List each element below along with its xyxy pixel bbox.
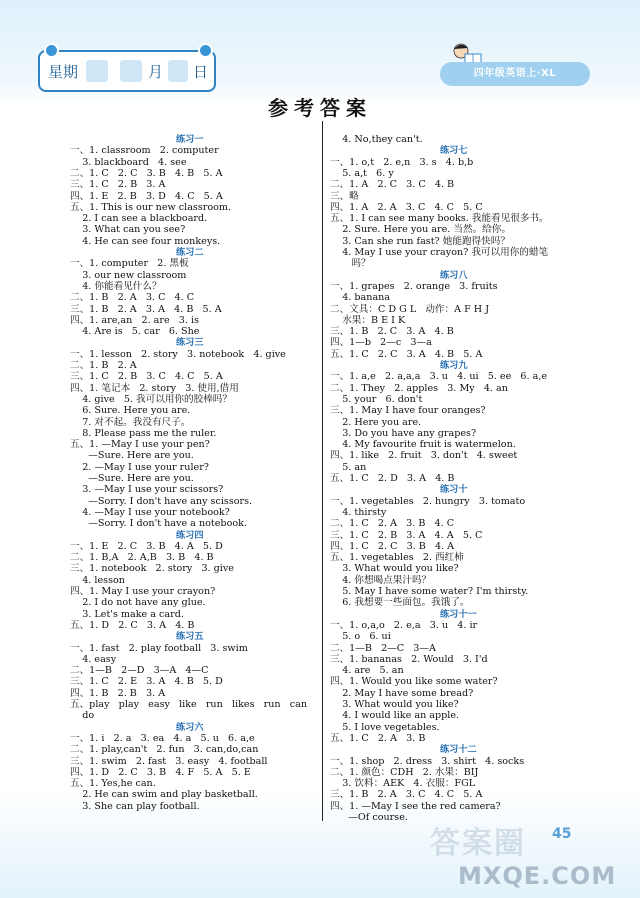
answer-line: 五、1. vegetables 2. 西红柿 [330,552,464,564]
answer-line: 2. —May I use your ruler? [70,461,209,473]
answer-line: 五、1. C 2. D 3. A 4. B [330,473,455,484]
answer-line: 二、1. A 2. C 3. C 4. B [330,179,455,191]
answer-line: 二、1—B 2—C 3—A [330,642,436,654]
watermark-url: MXQE.COM [458,862,617,890]
week-label: 星期 [48,63,79,81]
answer-line: 3. our new classroom [70,269,187,281]
answer-line: 五、1. Yes,he can. [70,778,156,790]
answer-line: —Of course. [330,812,408,823]
answer-line: 三、1. C 2. E 3. A 4. B 5. D [70,676,223,688]
answer-line: 4. I would like an apple. [330,710,460,722]
answer-line: 四、1. May I use your crayon? [70,586,216,597]
answer-line: 四、1. 笔记本 2. story 3. 使用,借用 [70,382,239,394]
answer-line: 四、1. C 2. C 3. B 4. A [330,540,455,552]
answer-line: 6. 我想要一些面包。我饿了。 [330,597,470,609]
answer-line: 5. a,t 6. y [330,167,394,179]
exercise-heading: 练习八 [440,269,468,281]
answer-line: 4. banana [330,292,391,304]
answer-line: 四、1. E 2. B 3. D 4. C 5. A [70,190,223,202]
answer-line: 3. What can you see? [70,224,186,236]
exercise-heading: 练习二 [176,247,204,258]
answer-line: 二、1—B 2—D 3—A 4—C [70,665,209,677]
answer-line: 5. your 6. don't [330,393,423,405]
answer-line: 二、1. C 2. C 3. B 4. B 5. A [70,167,223,179]
answer-line: 一、1. a,e 2. a,a,a 3. u 4. ui 5. ee 6. a,e [330,371,548,383]
answer-line: 一、1. grapes 2. orange 3. fruits [330,280,498,292]
day-label: 日 [193,63,209,81]
answer-line: 4. lesson [70,574,125,586]
answer-line: 4. are 5. an [330,665,404,677]
answer-line: 一、1. shop 2. dress 3. shirt 4. socks [330,755,525,767]
answer-line: 五、1. C 2. A 3. B [330,732,426,744]
exercise-heading: 练习五 [176,631,204,643]
answer-line: 4. My favourite fruit is watermelon. [330,439,516,451]
answer-line: 一、1. computer 2. 黑板 [70,258,189,270]
answer-line: 二、1. play,can't 2. fun 3. can,do,can [70,744,259,756]
exercise-heading: 练习一 [176,134,204,145]
exercise-heading: 练习六 [176,721,204,733]
answer-line: 三、1. May I have four oranges? [330,405,486,417]
answer-line: —Sorry. I don't have a notebook. [70,518,247,530]
answer-line: 三、1. bananas 2. Would 3. I'd [330,653,488,665]
month-label: 月 [148,63,164,81]
answer-line: 三、略 [330,190,359,202]
answer-line: 一、1. o,t 2. e,n 3. s 4. b,b [330,156,474,168]
answer-line: 四、1. like 2. fruit 3. don't 4. sweet [330,450,518,462]
page-title: 参考答案 [268,96,372,120]
answer-line: 3. She can play football. [70,800,200,812]
grade-badge: 四年级英语上·XL [440,62,590,86]
answer-line: 二、1. B 2. A [70,360,137,371]
answer-line: 三、1. notebook 2. story 3. give [70,563,234,575]
answer-line: 4. He can see four monkeys. [70,235,221,247]
answer-line: 三、1. C 2. B 3. A [70,179,166,191]
answer-line: 3. Can she run fast? 她能跑得快吗？ [330,235,510,247]
exercise-heading: 练习九 [440,360,468,371]
answer-line: 一、1. o,a,o 2. e,a 3. u 4. ir [330,619,478,631]
answer-line: 2. May I have some bread? [330,687,474,699]
answer-line: 4. 你想喝点果汁吗？ [330,574,432,586]
answer-line: 二、1. B 2. A 3. C 4. C [70,292,195,304]
answer-line: 5. an [330,461,367,473]
watermark-logo: 答案圈 [430,826,526,861]
answer-line: 3. Let's make a card. [70,608,184,620]
pin-icon [44,43,59,58]
answer-line: 一、1. i 2. a 3. ea 4. a 5. u 6. a,e [70,732,255,744]
week-blank [86,60,108,82]
answer-line: 二、1. B,A 2. A,B 3. B 4. B [70,552,214,564]
answer-line: —Sure. Here are you. [70,473,194,484]
answer-line: 4. thirsty [330,506,387,518]
column-divider [322,121,323,821]
answer-line: 一、1. classroom 2. computer [70,145,219,157]
exercise-heading: 练习十 [440,484,468,496]
answer-line: 三、1. B 2. A 3. A 4. B 5. A [70,303,222,315]
answer-line: 2. Here you are. [330,416,422,428]
answer-line: 4. No,they can't. [330,134,423,145]
answer-line: 四、1. B 2. B 3. A [70,687,166,699]
answer-line: 四、1. D 2. C 3. B 4. F 5. A 5. E [70,766,251,778]
answer-line: 3. What would you like? [330,699,459,710]
answer-line: 五、1. This is our new classroom. [70,201,232,213]
answer-line: 三、1. C 2. B 3. C 4. C 5. A [70,371,223,383]
answer-line: 3. Do you have any grapes? [330,427,477,439]
exercise-heading: 练习十二 [440,744,477,756]
answer-line: 2. I do not have any glue. [70,597,206,609]
answer-line: —Sure. Here are you. [70,450,194,462]
answer-line: 3. —May I use your scissors? [70,484,224,496]
answer-line: 四、1. —May I see the red camera? [330,800,501,812]
answer-line: 3. 饮料：AEK 4. 衣服：FGL [330,778,476,790]
answer-line: 一、1. vegetables 2. hungry 3. tomato [330,495,526,507]
date-box [38,50,216,92]
answer-line: 8. Please pass me the ruler. [70,427,217,439]
answer-line: 一、1. fast 2. play football 3. swim [70,642,248,654]
month-blank [120,60,142,82]
answer-line: 4. Are is 5. car 6. She [70,326,200,338]
answer-line: 二、1. They 2. apples 3. My 4. an [330,382,508,394]
answer-line: 一、1. lesson 2. story 3. notebook 4. give [70,348,286,360]
answer-line: 五、1. I can see many books. 我能看见很多书。 [330,213,549,225]
answer-line: 三、1. B 2. A 3. C 4. C 5. A [330,789,483,801]
answer-line: 吗？ [330,258,371,270]
answer-line: 6. Sure. Here you are. [70,405,191,417]
exercise-heading: 练习七 [440,145,468,157]
answer-line: 4. May I use your crayon? 我可以用你的蜡笔 [330,247,549,258]
answer-line: 4. easy [70,653,117,665]
answer-line: 四、1. Would you like some water? [330,676,498,688]
page-number: 45 [552,826,572,842]
answer-line: 2. He can swim and play basketball. [70,789,258,801]
answer-line: 4. 你能看见什么？ [70,280,162,292]
answer-line: 3. blackboard 4. see [70,156,187,168]
answer-line: 三、1. swim 2. fast 3. easy 4. football [70,755,268,767]
answer-line: 四、1. A 2. A 3. C 4. C 5. C [330,201,483,213]
answer-line: 4. give 5. 我可以用你的胶棒吗？ [70,393,232,405]
answer-line: 2. Sure. Here you are. 当然。给你。 [330,224,511,236]
answer-line: 7. 对不起。我没有尺子。 [70,416,191,428]
answer-line: 五、1. D 2. C 3. A 4. B [70,619,195,631]
answer-line: 三、1. B 2. C 3. A 4. B [330,326,454,338]
answer-line: 二、1. 颜色：CDH 2. 水果：BIJ [330,766,479,778]
answer-line: 2. I can see a blackboard. [70,213,208,225]
answer-line: 5. I love vegetables. [330,721,440,733]
answer-line: 二、文具：C D G L 动作：A F H J [330,303,490,315]
answer-line: 一、1. E 2. C 3. B 4. A 5. D [70,540,223,552]
answer-line: 五、play play easy like run likes run can [70,699,308,710]
answer-line: 5. o 6. ui [330,631,391,643]
pin-icon [198,43,213,58]
answer-line: 3. What would you like? [330,563,459,575]
answer-line: 水果：B E I K [330,314,406,326]
answer-line: 五、1. —May I use your pen? [70,439,210,451]
answer-line: 四、1—b 2—c 3—a [330,337,432,349]
answer-line: 五、1. C 2. C 3. A 4. B 5. A [330,348,483,360]
exercise-heading: 练习三 [176,337,204,349]
exercise-heading: 练习四 [176,529,204,541]
answer-line: do [70,710,95,722]
answer-line: 二、1. C 2. A 3. B 4. C [330,518,455,530]
day-blank [168,60,188,82]
answer-line: —Sorry. I don't have any scissors. [70,495,253,507]
answer-line: 四、1. are,an 2. are 3. is [70,314,200,326]
answer-line: 5. May I have some water? I'm thirsty. [330,586,529,597]
answer-line: 4. —May I use your notebook? [70,506,230,518]
exercise-heading: 练习十一 [440,608,477,620]
answer-line: 三、1. C 2. B 3. A 4. A 5. C [330,529,483,541]
